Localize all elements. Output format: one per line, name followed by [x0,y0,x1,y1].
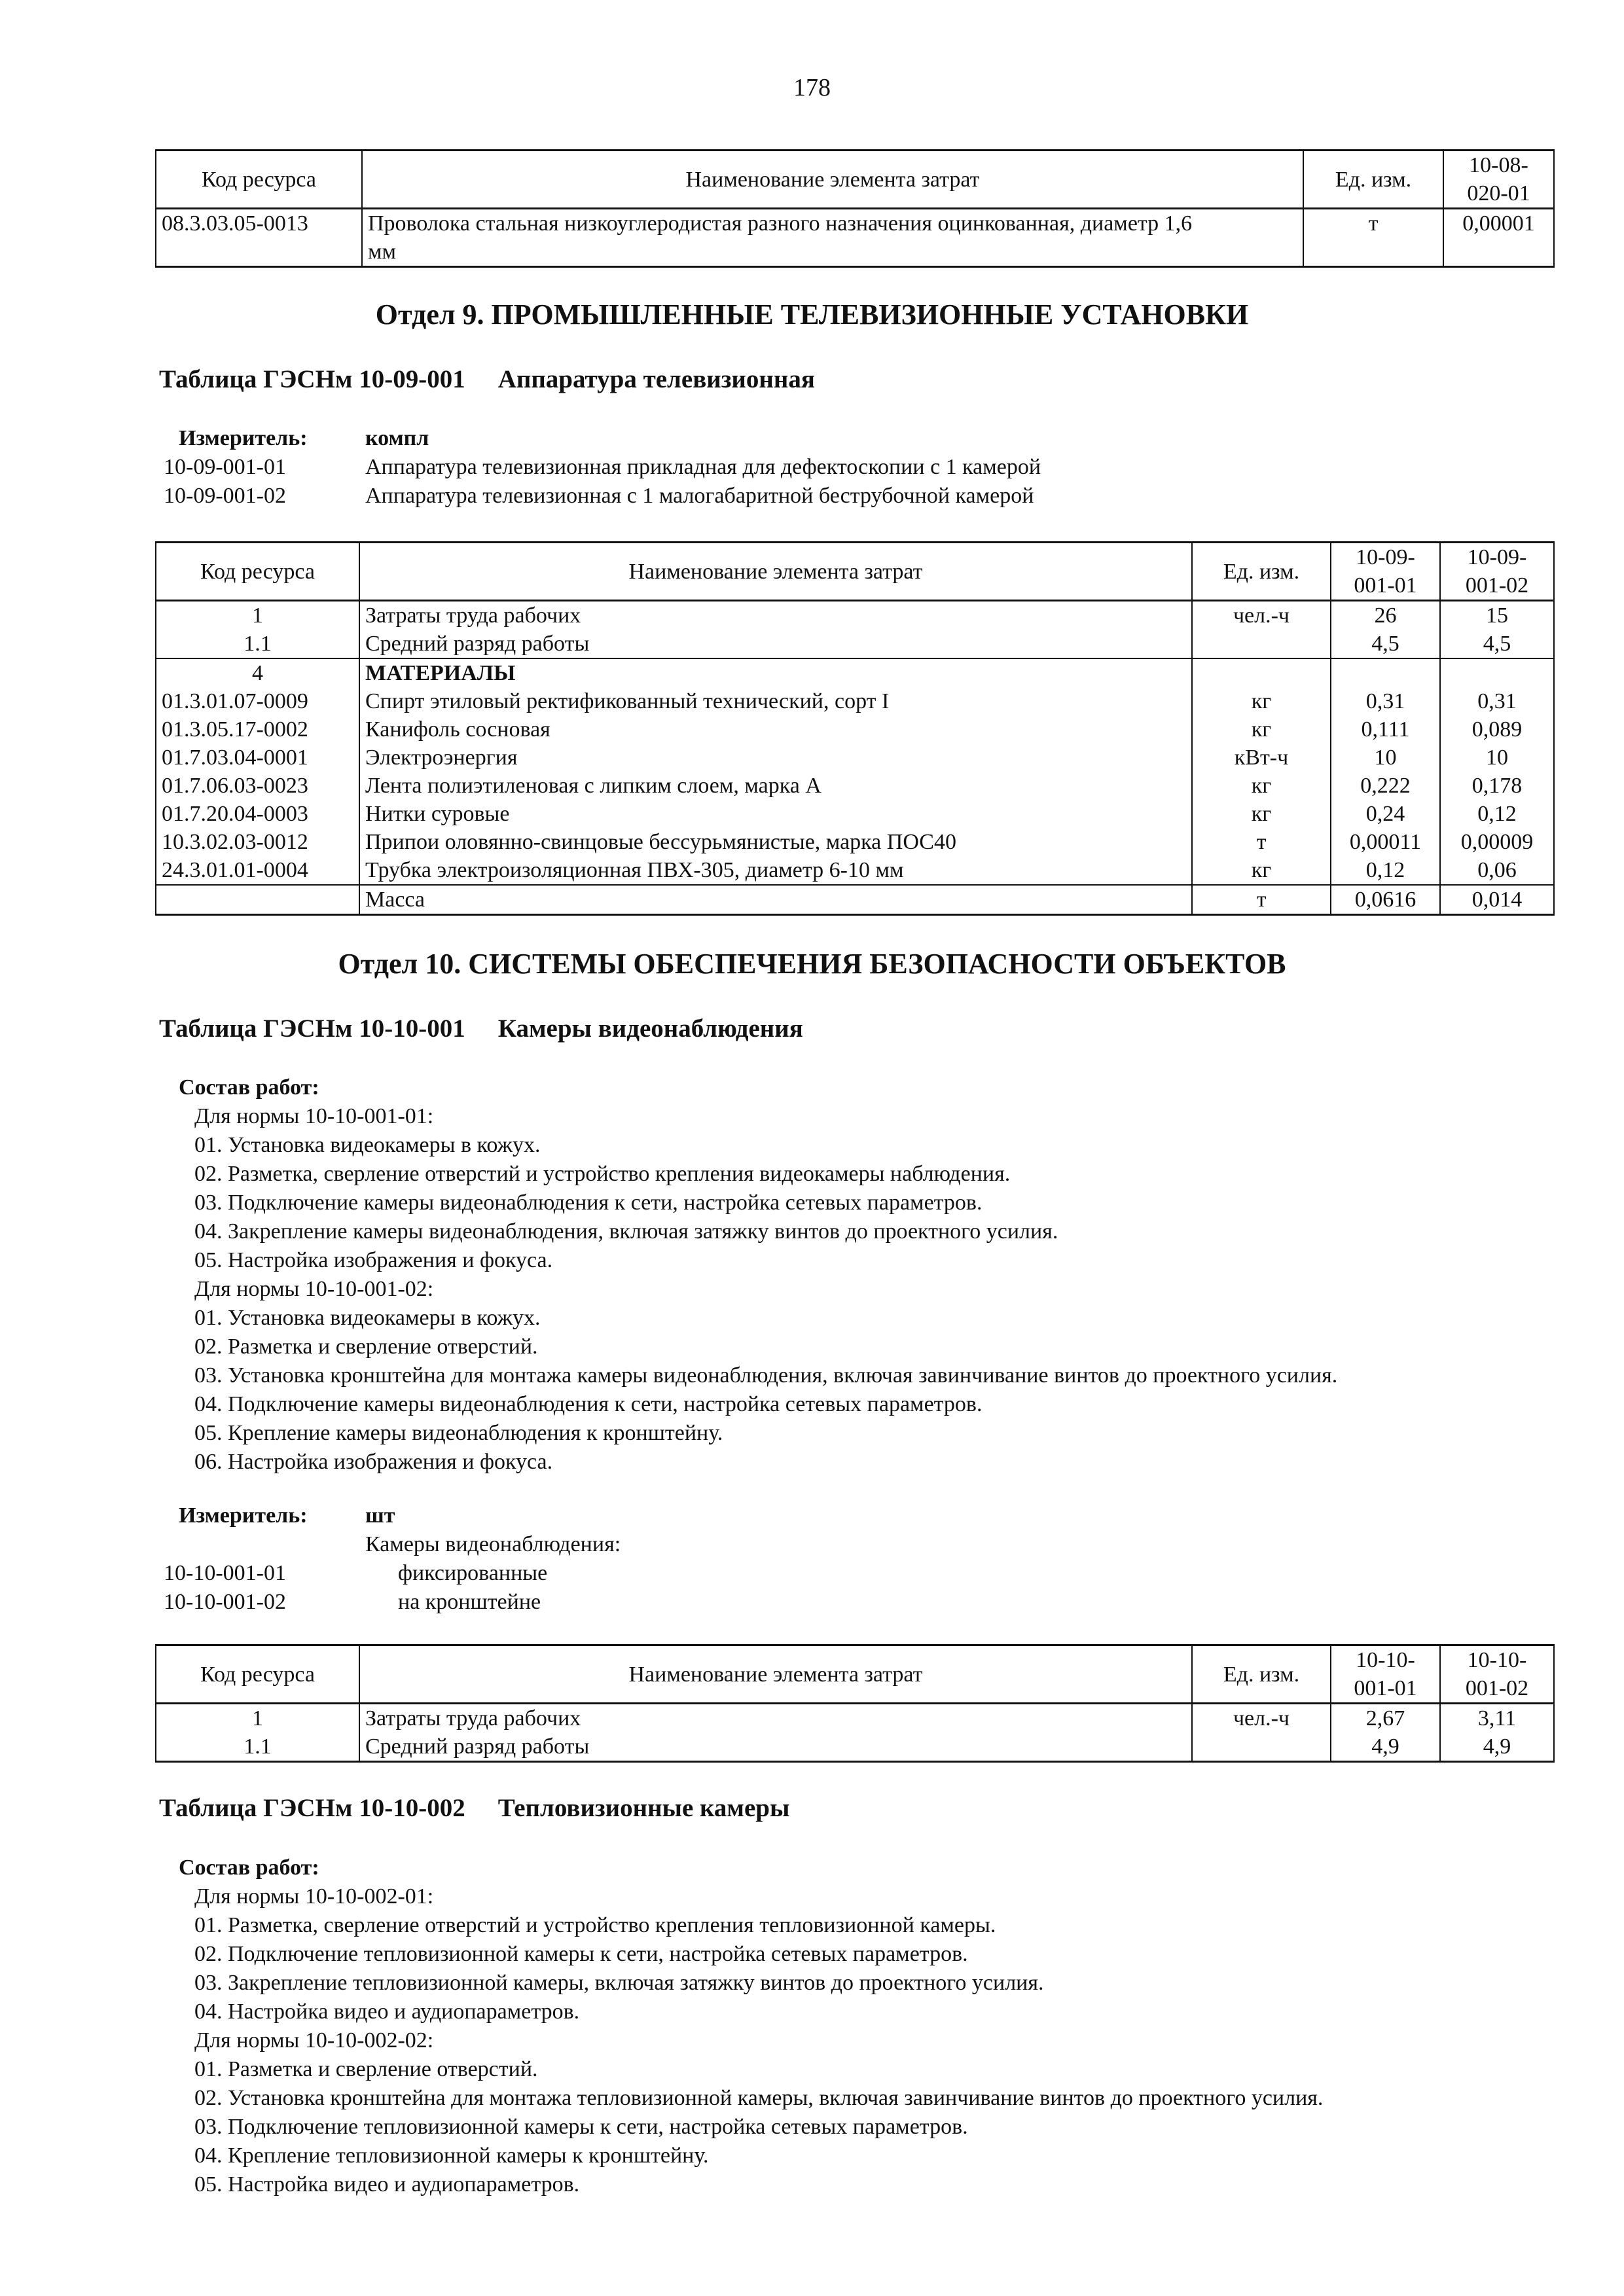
resource-code: 01.3.05.17-0002 [156,715,359,744]
work-step: 02. Разметка и сверление отверстий. [194,1335,538,1359]
resource-unit: т [1303,209,1443,267]
col-header-code: Код ресурса [156,1645,359,1704]
section-title: Отдел 10. СИСТЕМЫ ОБЕСПЕЧЕНИЯ БЕЗОПАСНОСТИ ОБЪЕКТОВ [338,948,1286,980]
table-row [156,744,1554,772]
work-step: Для нормы 10-10-002-02: [194,2028,434,2053]
value-01: 0,00011 [1331,828,1440,856]
col-header-code: Код ресурса [156,543,359,601]
col-header-name: Наименование элемента затрат [362,151,1303,209]
col-header-unit: Ед. изм. [1192,1645,1331,1704]
table-title: Таблица ГЭСНм 10-10-002 Тепловизионные камеры [159,1794,790,1822]
col-header-norm-01: 10-10- 001-01 [1331,1645,1440,1704]
resource-unit: кВт-ч [1192,744,1331,772]
work-step: 02. Подключение тепловизионной камеры к сети, настройка сетевых параметров. [194,1942,968,1966]
resource-unit [1192,1732,1331,1762]
work-step: 03. Подключение камеры видеонаблюдения к сети, настройка сетевых параметров. [194,1191,983,1215]
resource-name: Трубка электроизоляционная ПВХ-305, диаметр 6-10 мм [359,856,1192,885]
value-02: 0,06 [1440,856,1554,885]
resource-code: 01.7.03.04-0001 [156,744,359,772]
table-row [156,715,1554,744]
value-01 [1331,658,1440,687]
resource-unit: чел.-ч [1192,1704,1331,1733]
col-header-norm-02: 10-09- 001-02 [1440,543,1554,601]
table-row [156,772,1554,800]
value-01: 4,5 [1331,630,1440,658]
value-01: 10 [1331,744,1440,772]
table-row [156,1704,1554,1733]
work-step: 04. Подключение камеры видеонаблюдения к сети, настройка сетевых параметров. [194,1392,983,1416]
value-02: 0,12 [1440,800,1554,828]
table-row [156,209,1554,267]
table-10-08-020-tail [155,149,1555,268]
work-step: 06. Настройка изображения и фокуса. [194,1450,553,1474]
value-02: 0,014 [1440,885,1554,915]
resource-unit: кг [1192,856,1331,885]
resource-name: Средний разряд работы [359,630,1192,658]
resource-name: Проволока стальная низкоуглеродистая разного назначения оцинкованная, диаметр 1,6 мм [362,209,1303,267]
value-01: 2,67 [1331,1704,1440,1733]
col-header-code: Код ресурса [156,151,362,209]
resource-value: 0,00001 [1443,209,1554,267]
resource-name: Нитки суровые [359,800,1192,828]
work-step: 04. Закрепление камеры видеонаблюдения, включая затяжку винтов до проектного усилия. [194,1219,1058,1244]
work-step: Для нормы 10-10-001-02: [194,1277,434,1301]
resource-unit: кг [1192,687,1331,715]
section-title: Отдел 9. ПРОМЫШЛЕННЫЕ ТЕЛЕВИЗИОННЫЕ УСТАНОВКИ [375,298,1249,331]
work-step: 02. Разметка, сверление отверстий и устройство крепления видеокамеры наблюдения. [194,1162,1011,1186]
value-01: 0,12 [1331,856,1440,885]
resource-code: 01.7.06.03-0023 [156,772,359,800]
resource-name: Лента полиэтиленовая с липким слоем, марка А [359,772,1192,800]
resource-unit [1192,658,1331,687]
resource-code: 1.1 [156,1732,359,1762]
work-step: Для нормы 10-10-002-01: [194,1884,434,1909]
resource-name: Затраты труда рабочих [359,1704,1192,1733]
col-header-unit: Ед. изм. [1303,151,1443,209]
value-02: 4,9 [1440,1732,1554,1762]
resource-name: Электроэнергия [359,744,1192,772]
resource-unit: кг [1192,800,1331,828]
work-step: 03. Закрепление тепловизионной камеры, включая затяжку винтов до проектного усилия. [194,1971,1044,1995]
work-step: 05. Крепление камеры видеонаблюдения к кронштейну. [194,1421,723,1445]
resource-unit: кг [1192,772,1331,800]
table-row [156,630,1554,658]
resource-code: 08.3.03.05-0013 [156,209,362,267]
work-step: Для нормы 10-10-001-01: [194,1104,434,1128]
resource-code: 10.3.02.03-0012 [156,828,359,856]
value-01: 0,24 [1331,800,1440,828]
table-row [156,856,1554,885]
value-02: 15 [1440,601,1554,630]
work-step: 01. Разметка, сверление отверстий и устройство крепления тепловизионной камеры. [194,1913,996,1937]
work-step: 01. Установка видеокамеры в кожух. [194,1306,541,1330]
value-02: 10 [1440,744,1554,772]
resource-code [156,885,359,915]
resource-code: 1.1 [156,630,359,658]
value-01: 26 [1331,601,1440,630]
col-header-name: Наименование элемента затрат [359,543,1192,601]
resource-code: 01.3.01.07-0009 [156,687,359,715]
col-header-name: Наименование элемента затрат [359,1645,1192,1704]
col-header-norm: 10-08- 020-01 [1443,151,1554,209]
resource-unit: т [1192,885,1331,915]
table-row [156,800,1554,828]
resource-name: Припои оловянно-свинцовые бессурьмянистые, марка ПОС40 [359,828,1192,856]
work-composition-label: Состав работ: [179,1856,319,1880]
value-01: 0,0616 [1331,885,1440,915]
value-01: 0,31 [1331,687,1440,715]
resource-name: Масса [359,885,1192,915]
resource-unit: кг [1192,715,1331,744]
work-step: 01. Установка видеокамеры в кожух. [194,1133,541,1157]
work-step: 05. Настройка видео и аудиопараметров. [194,2172,580,2197]
resource-code: 1 [156,1704,359,1733]
work-step: 03. Установка кронштейна для монтажа камеры видеонаблюдения, включая завинчивание винтов до проектного усилия. [194,1363,1338,1388]
value-02: 0,089 [1440,715,1554,744]
resource-code: 01.7.20.04-0003 [156,800,359,828]
resource-name: Средний разряд работы [359,1732,1192,1762]
work-step: 01. Разметка и сверление отверстий. [194,2057,538,2081]
resource-code: 24.3.01.01-0004 [156,856,359,885]
table-10-09-001 [155,541,1555,916]
col-header-unit: Ед. изм. [1192,543,1331,601]
table-row [156,1732,1554,1762]
value-02: 3,11 [1440,1704,1554,1733]
value-01: 0,111 [1331,715,1440,744]
table-row [156,885,1554,915]
table-row [156,658,1554,687]
value-02: 0,178 [1440,772,1554,800]
resource-code: 1 [156,601,359,630]
table-title: Таблица ГЭСНм 10-10-001 Камеры видеонаблюдения [159,1014,803,1043]
work-composition-label: Состав работ: [179,1075,319,1100]
work-step: 02. Установка кронштейна для монтажа тепловизионной камеры, включая завинчивание винтов до проектного усилия. [194,2086,1324,2110]
resource-unit: т [1192,828,1331,856]
work-step: 04. Настройка видео и аудиопараметров. [194,2000,580,2024]
col-header-norm-02: 10-10- 001-02 [1440,1645,1554,1704]
value-02: 0,31 [1440,687,1554,715]
table-10-10-001 [155,1644,1555,1763]
resource-name: Затраты труда рабочих [359,601,1192,630]
work-step: 04. Крепление тепловизионной камеры к кронштейну. [194,2144,709,2168]
resource-unit: чел.-ч [1192,601,1331,630]
resource-name: Спирт этиловый ректификованный технический, сорт I [359,687,1192,715]
table-row [156,687,1554,715]
table-row [156,828,1554,856]
table-title: Таблица ГЭСНм 10-09-001 Аппаратура телевизионная [159,365,815,393]
resource-name: МАТЕРИАЛЫ [359,658,1192,687]
value-01: 0,222 [1331,772,1440,800]
table-row [156,601,1554,630]
col-header-norm-01: 10-09- 001-01 [1331,543,1440,601]
value-02: 4,5 [1440,630,1554,658]
work-step: 03. Подключение тепловизионной камеры к сети, настройка сетевых параметров. [194,2115,968,2139]
work-step: 05. Настройка изображения и фокуса. [194,1248,553,1272]
value-01: 4,9 [1331,1732,1440,1762]
resource-name: Канифоль сосновая [359,715,1192,744]
page-number: 178 [793,74,831,101]
value-02 [1440,658,1554,687]
measure-subtitle: Камеры видеонаблюдения: [365,1532,621,1556]
resource-unit [1192,630,1331,658]
resource-code: 4 [156,658,359,687]
value-02: 0,00009 [1440,828,1554,856]
